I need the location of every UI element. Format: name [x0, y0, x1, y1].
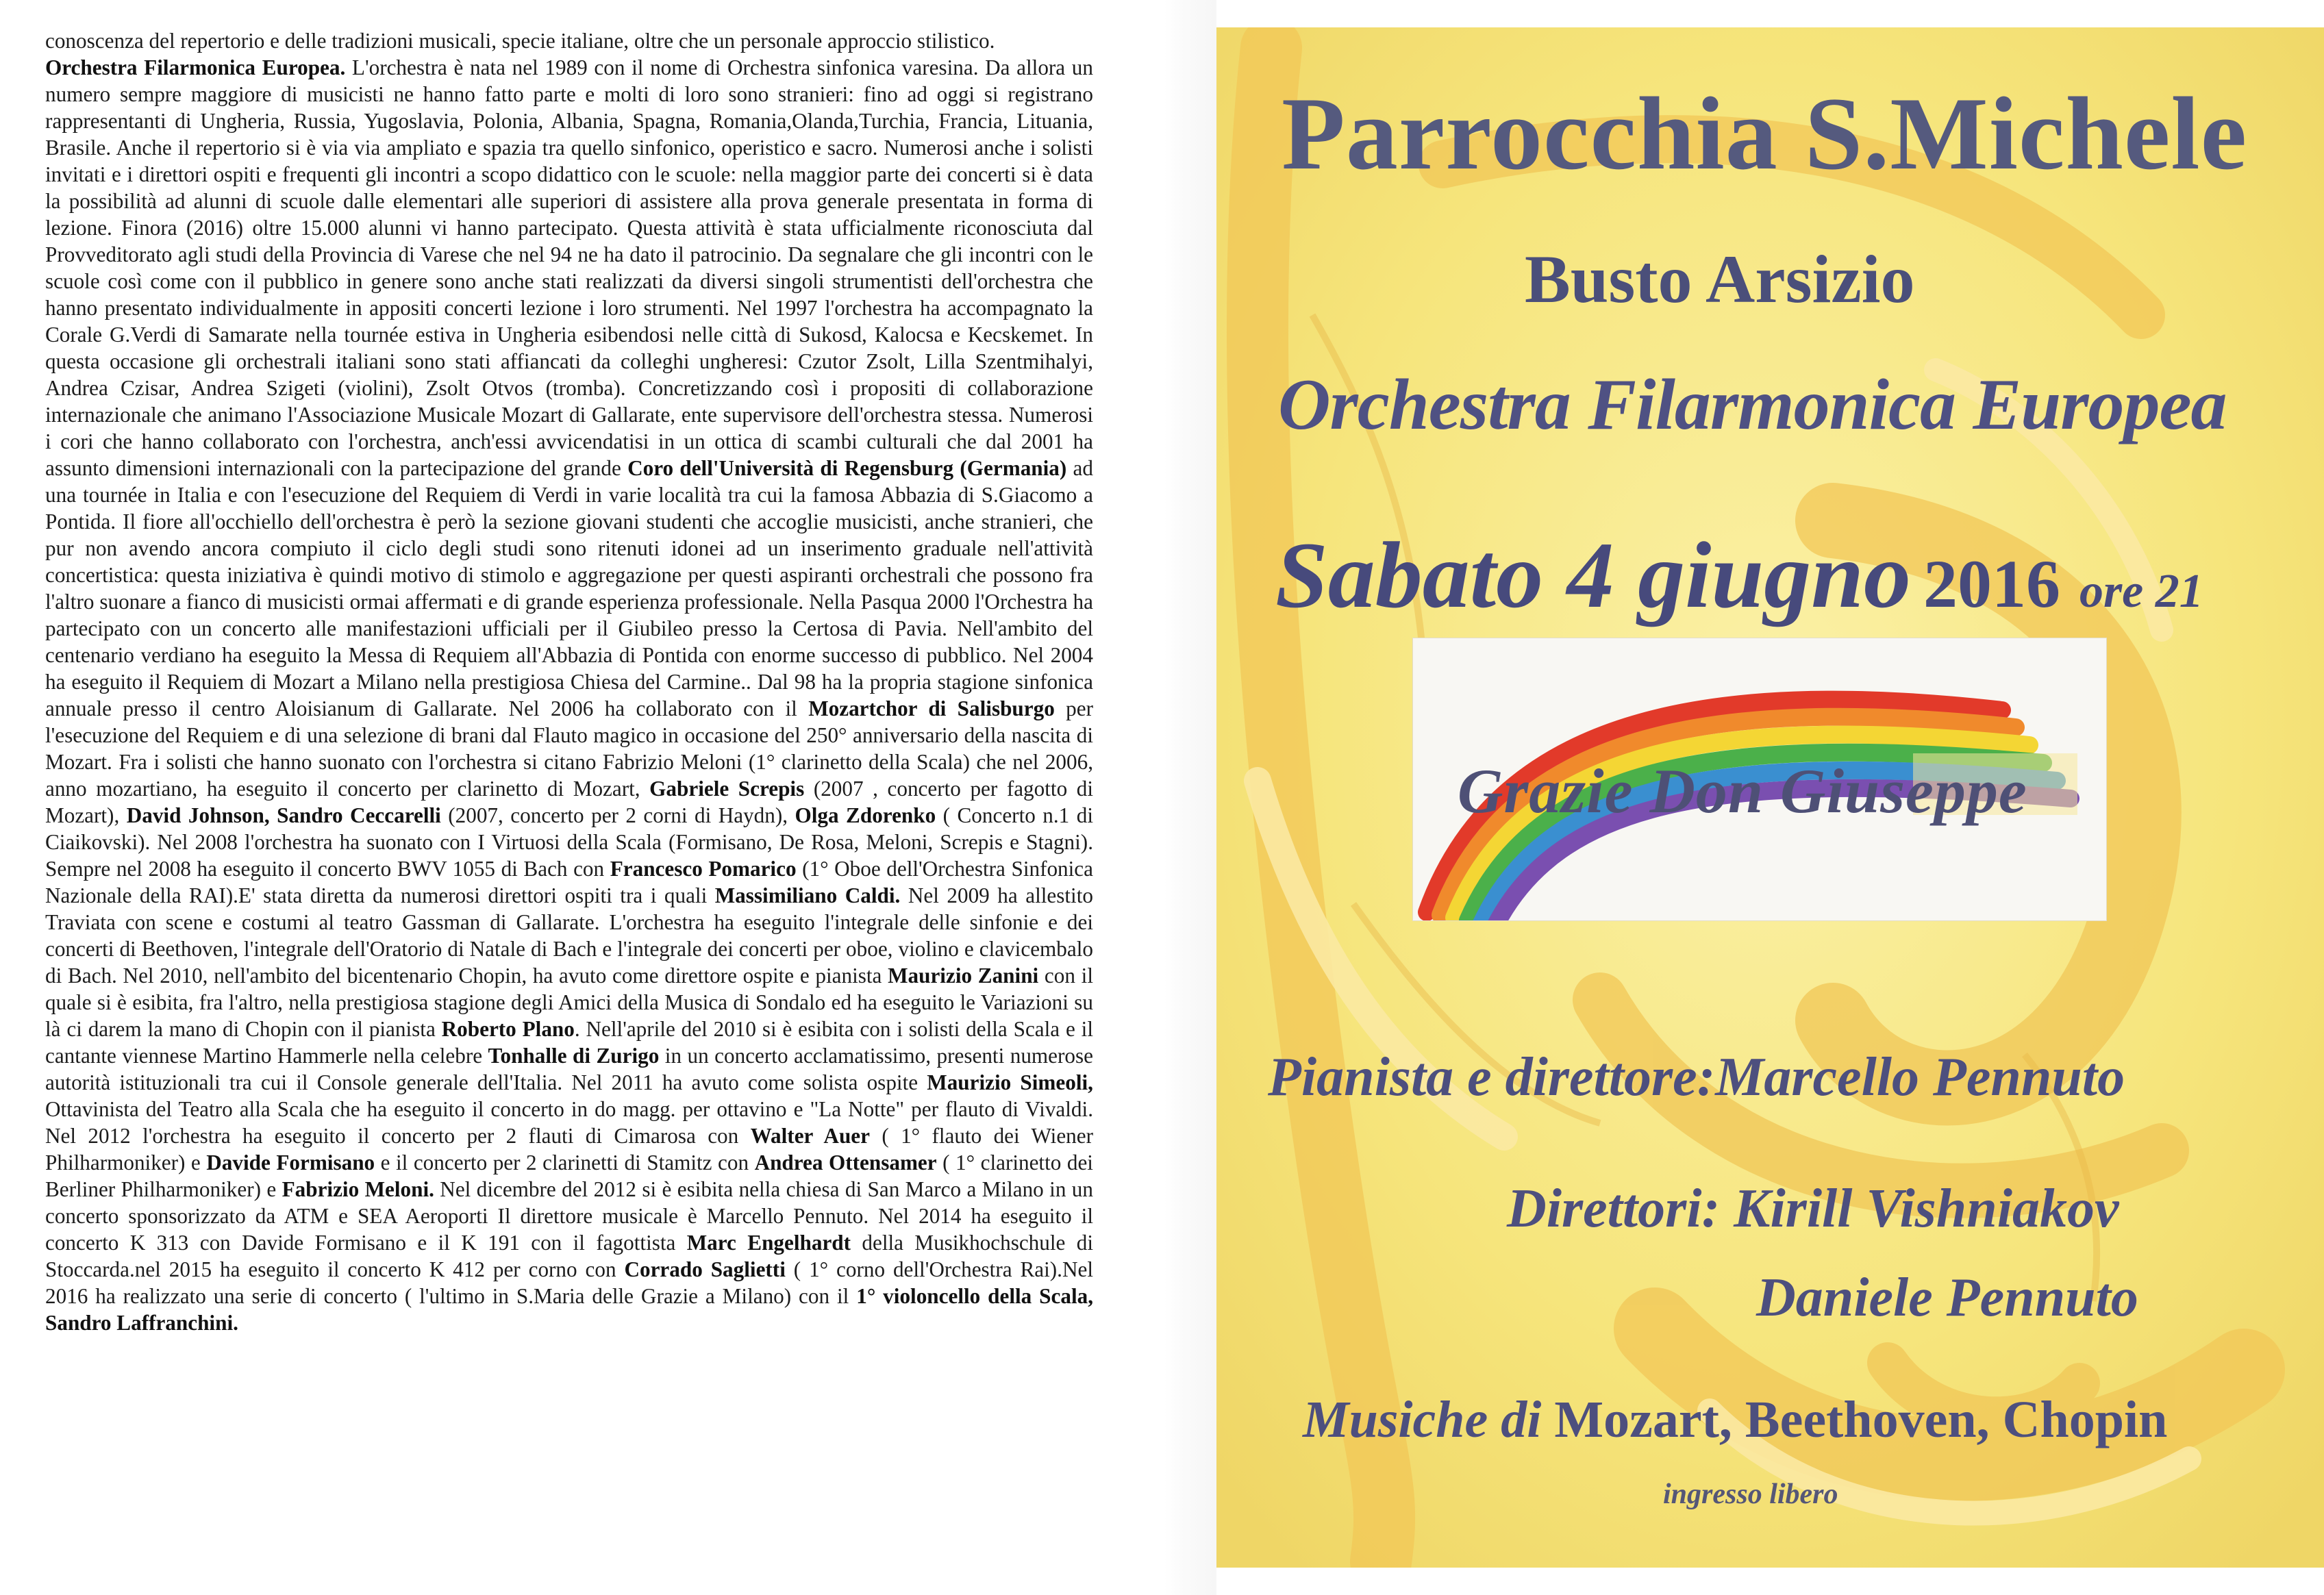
- concert-year: 2016: [1923, 546, 2060, 622]
- pianist-conductor-line: Pianista e direttore:Marcello Pennuto: [1268, 1047, 2125, 1107]
- bio-text: della Musikhochschule di Stoccarda.nel 2015 ha eseguito il concerto K 412 per corno con: [45, 1231, 1093, 1281]
- bio-highlight: Fabrizio Meloni.: [282, 1177, 434, 1201]
- bio-text: . Nell'aprile del 2010 si è esibita con i solisti della Scala e il cantante viennese Martino Hammerle nella celebre: [45, 1017, 1093, 1068]
- bio-text: (2007, concerto per 2 corni di Haydn),: [440, 803, 795, 827]
- bio-text: e il concerto per 2 clarinetti di Stamitz con: [375, 1151, 755, 1175]
- orchestra-biography: [45, 27, 1093, 1336]
- music-prefix: Musiche di: [1303, 1391, 1542, 1448]
- poster-title: Parrocchia S.Michele: [1282, 76, 2248, 191]
- poster-orchestra-name: Orchestra Filarmonica Europea: [1278, 364, 2227, 444]
- bio-highlight: Maurizio Simeoli,: [927, 1070, 1093, 1094]
- directors-line-1: Direttori: Kirill Vishniakov: [1507, 1179, 2119, 1239]
- concert-date-line: [1275, 520, 2203, 629]
- bio-text: ( Concerto n.1 di Ciaikovski). Nel 2008 l'orchestra ha suonato con I Virtuosi della Scala (Formisano, De Rosa, Meloni, Screpis e Stagni). Sempre nel 2008 ha eseguito il concerto BWV 1055 di Bach con: [45, 803, 1093, 881]
- bio-highlight: Corrado Saglietti: [624, 1257, 786, 1281]
- bio-highlight: Massimiliano Caldi.: [714, 883, 901, 907]
- bio-text: ( 1° flauto dei Wiener Philharmoniker) e: [45, 1124, 1093, 1175]
- bio-text: Nel 2009 ha allestito Traviata con scene e costumi al teatro Gassman di Gallarate. L'orchestra ha eseguito l'integrale delle sinfonie e dei concerti di Beethoven, l'integrale dell'Oratorio di Natale di Bach e l'integrale dei concerti per oboe, violino e clavicembalo di Bach. Nel 2010, nell'ambito del bicentenario Chopin, ha avuto come direttore ospite e pianista: [45, 883, 1093, 988]
- bio-highlight: Walter Auer: [750, 1124, 870, 1148]
- concert-time: ore 21: [2079, 565, 2203, 618]
- concert-poster: [1216, 27, 2324, 1568]
- bio-text: (2007 , concerto per fagotto di Mozart),: [45, 777, 1094, 827]
- bio-highlight: Olga Zdorenko: [795, 803, 936, 827]
- bio-text: ( 1° clarinetto dei Berliner Philharmoniker) e: [45, 1151, 1093, 1201]
- bio-text: con il quale si è esibita, fra l'altro, nella prestigiosa stagione degli Amici della Musica di Sondalo ed ha eseguito le Variazioni su là ci darem la mano di Chopin con il pianista: [45, 964, 1093, 1041]
- bio-highlight: Francesco Pomarico: [610, 857, 797, 881]
- bio-highlight: Davide Formisano: [206, 1151, 375, 1175]
- bio-text: ( 1° corno dell'Orchestra Rai).Nel 2016 ha realizzato una serie di concerto ( l'ultimo in S.Maria delle Grazie a Milano) con il: [45, 1257, 1093, 1308]
- bio-highlight: Gabriele Screpis: [649, 777, 805, 801]
- poster-city: Busto Arsizio: [1525, 241, 1915, 317]
- bio-highlight: Marc Engelhardt: [686, 1231, 851, 1255]
- bio-text: per l'esecuzione del Requiem e di una selezione di brani dal Flauto magico in occasione del 250° anniversario della nascita di Mozart. Fra i solisti che hanno suonato con l'orchestra si citano Fabrizio Meloni (1° clarinetto della Scala) che nel 2006, anno mozartiano, ha eseguito il concerto per clarinetto di Mozart,: [45, 696, 1093, 801]
- bio-highlight: Coro dell'Università di Regensburg (Germania): [627, 456, 1067, 480]
- bio-highlight: Roberto Plano: [441, 1017, 575, 1041]
- bio-highlight: 1° violoncello della Scala, Sandro Laffranchini.: [45, 1284, 1094, 1335]
- bio-highlight: Andrea Ottensamer: [754, 1151, 937, 1175]
- biography-paragraph-intro: [45, 29, 995, 53]
- music-program-line: [1303, 1390, 2167, 1450]
- page-fold: [1164, 0, 1216, 1595]
- concert-date: Sabato 4 giugno: [1275, 523, 1911, 627]
- bio-text: Ottavinista del Teatro alla Scala che ha eseguito il concerto in do magg. per ottavino e "La Notte" per flauto di Vivaldi. Nel 2012 l'orchestra ha eseguito il concerto per 2 flauti di Cimarosa con: [45, 1097, 1093, 1148]
- bio-text: in un concerto acclamatissimo, presenti numerose autorità istituzionali tra cui il Console generale dell'Italia. Nel 2011 ha avuto come solista ospite: [45, 1044, 1093, 1094]
- bio-text: (1° Oboe dell'Orchestra Sinfonica Nazionale della RAI).E' stata diretta da numerosi direttori ospiti tra i quali: [45, 857, 1093, 907]
- free-entry-note: ingresso libero: [1663, 1479, 1838, 1510]
- bio-text: Nel dicembre del 2012 si è esibita nella chiesa di San Marco a Milano in un concerto sponsorizzato da ATM e SEA Aeroporti Il direttore musicale è Marcello Pennuto. Nel 2014 ha eseguito il concerto K 313 con Davide Formisano e il K 191 con il fagottista: [45, 1177, 1093, 1255]
- bio-text: L'orchestra è nata nel 1989 con il nome di Orchestra sinfonica varesina. Da allora un numero sempre maggiore di musicisti ne hanno fatto parte e molti di loro sono stranieri: fino ad oggi si registrano rappresentanti di Ungheria, Russia, Yugoslavia, Polonia, Albania, Spagna, Romania,Olanda,Turchia, Francia, Lituania, Brasile. Anche il repertorio si è via via ampliato e spazia tra quello sinfonico, operistico e sacro. Numerosi anche i solisti invitati e i direttori ospiti e frequenti gli incontri a scopo didattico con le scuole: nella maggior parte dei concerti si è data la possibilità ad alunni di scuole dalle elementari alle superiori di assistere alla prova generale presentata in forma di lezione. Finora (2016) oltre 15.000 alunni vi hanno partecipato. Questa attività è stata ufficialmente riconosciuta dal Provveditorato agli studi della Provincia di Varese che nel 94 ne ha dato il patrocinio. Da segnalare che gli incontri con le scuole così come con il pubblico in genere sono anche stati realizzati da diversi singoli strumentisti dell'orchestra che hanno presentato individualmente in appositi concerti lezione i loro strumenti. Nel 1997 l'orchestra ha accompagnato la Corale G.Verdi di Samarate nella tournée estiva in Ungheria esibendosi nelle città di Sukosd, Kalocsa e Kecskemet. In questa occasione gli orchestrali italiani sono stati affiancati da colleghi ungheresi: Czutor Zsolt, Lilla Szentmihalyi, Andrea Czisar, Andrea Szigeti (violini), Zsolt Otvos (tromba). Concretizzando così i propositi di collaborazione internazionale che animano l'Associazione Musicale Mozart di Gallarate, ente supervisore dell'orchestra stessa. Numerosi i cori che hanno collaborato con l'orchestra, anch'essi avvicendatisi in un ottica di scambi culturali che dal 2001 ha assunto dimensioni internazionali con la partecipazione del grande: [45, 55, 1093, 480]
- bio-highlight: Orchestra Filarmonica Europea.: [45, 55, 346, 79]
- music-composers: Mozart, Beethoven, Chopin: [1554, 1391, 2168, 1448]
- bio-text: ad una tournée in Italia e con l'esecuzione del Requiem di Verdi in varie località tra cui la famosa Abbazia di S.Giacomo a Pontida. Il fiore all'occhiello dell'orchestra è però la sezione giovani studenti che accoglie musicisti, anche stranieri, che pur non avendo ancora compiuto il ciclo degli studi sono ritenuti idonei ad un inserimento graduale nell'attività concertistica: questa iniziativa è quindi motivo di stimolo e aggregazione per questi aspiranti orchestrali che possono fra l'altro suonare a fianco di musicisti ormai affermati e di grande esperienza professionale. Nella Pasqua 2000 l'Orchestra ha partecipato con un concerto alle manifestazioni ufficiali per il Giubileo presso la Certosa di Pavia. Nell'ambito del centenario verdiano ha eseguito la Messa di Requiem all'Abbazia di Pontida con enorme successo di pubblico. Nel 2004 ha eseguito il Requiem di Mozart a Milano nella prestigiosa Chiesa del Carmine.. Dal 98 ha la propria stagione sinfonica annuale presso il centro Aloisianum di Gallarate. Nel 2006 ha collaborato con il: [45, 456, 1093, 720]
- bio-highlight: David Johnson, Sandro Ceccarelli: [126, 803, 441, 827]
- bio-highlight: Tonhalle di Zurigo: [488, 1044, 660, 1068]
- banner-message: Grazie Don Giuseppe: [1458, 756, 2027, 826]
- directors-line-2: Daniele Pennuto: [1756, 1268, 2138, 1328]
- rainbow-banner: [1412, 638, 2107, 921]
- bio-text: conoscenza del repertorio e delle tradizioni musicali, specie italiane, oltre che un personale approccio stilistico.: [45, 29, 995, 53]
- bio-highlight: Mozartchor di Salisburgo: [808, 696, 1055, 720]
- biography-paragraph-main: [45, 55, 1093, 1335]
- bio-highlight: Maurizio Zanini: [888, 964, 1039, 988]
